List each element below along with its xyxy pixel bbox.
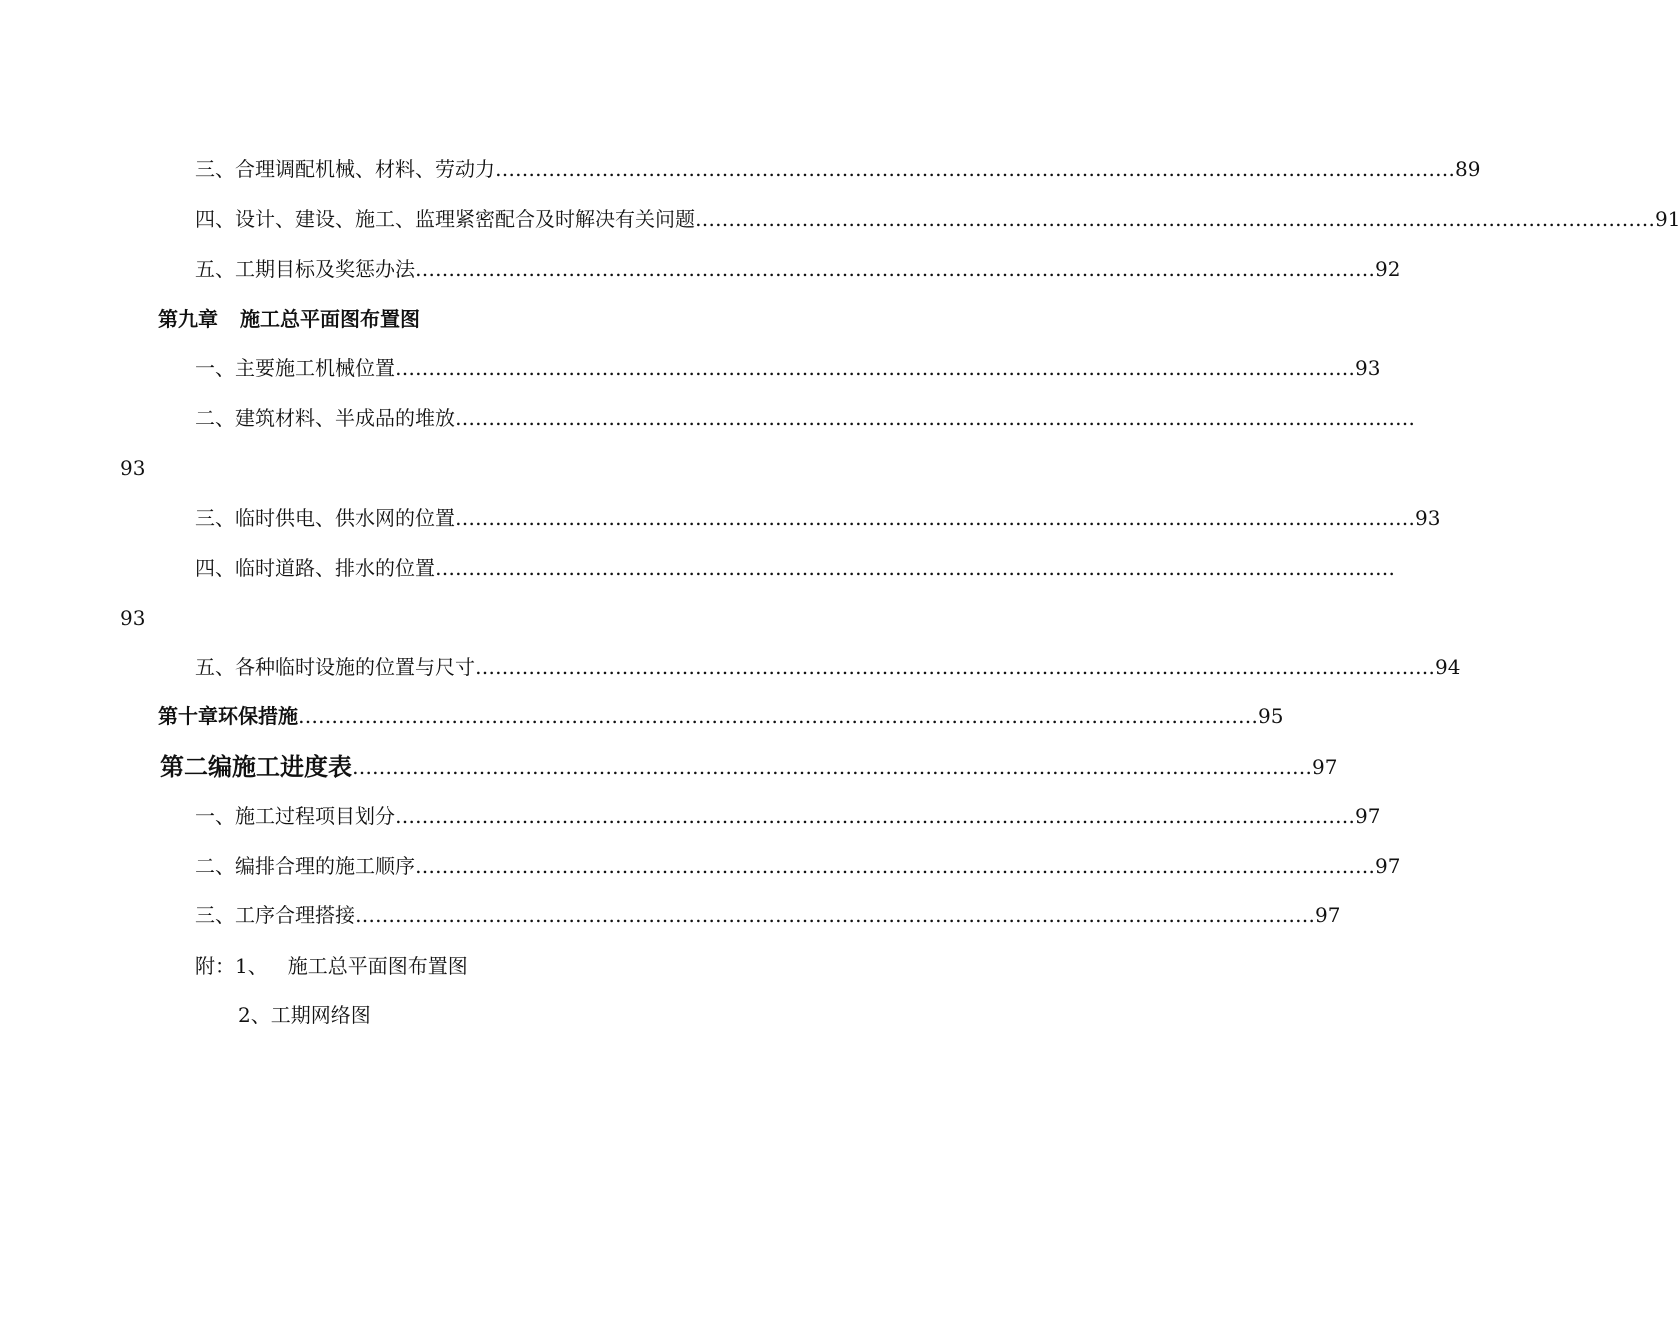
dot-leader: ……………………………………………………………………………………………………………………………… <box>415 257 1375 281</box>
toc-entry <box>195 902 1341 928</box>
toc-entry <box>195 206 1680 232</box>
page-number: 97 <box>1315 903 1341 927</box>
chapter-title: 环保措施 <box>218 704 298 728</box>
toc-entry-text: 一、主要施工机械位置 <box>195 356 395 380</box>
dot-leader: ……………………………………………………………………………………………………………………………… <box>395 804 1355 828</box>
toc-entry-text: 三、工序合理搭接 <box>195 903 355 927</box>
toc-entry <box>195 803 1381 829</box>
dot-leader: ……………………………………………………………………………………………………………………………… <box>415 854 1375 878</box>
chapter-entry <box>158 703 1284 729</box>
page-number: 95 <box>1258 704 1284 728</box>
toc-entry-text: 四、临时道路、排水的位置 <box>195 556 435 580</box>
chapter-heading <box>158 306 420 332</box>
part-entry <box>160 752 1338 782</box>
toc-entry-text: 三、合理调配机械、材料、劳动力 <box>195 157 495 181</box>
dot-leader: ……………………………………………………………………………………………………………………………… <box>355 903 1315 927</box>
toc-entry-text: 五、各种临时设施的位置与尺寸 <box>195 655 475 679</box>
chapter-number: 第十章 <box>158 704 218 728</box>
dot-leader: ……………………………………………………………………………………………………………………………… <box>695 207 1655 231</box>
page-number: 91 <box>1655 207 1680 231</box>
toc-entry <box>195 555 1395 581</box>
dot-leader: ……………………………………………………………………………………………………………………………… <box>455 406 1415 430</box>
page-number: 94 <box>1435 655 1461 679</box>
dot-leader: ……………………………………………………………………………………………………………………………… <box>475 655 1435 679</box>
dot-leader: ……………………………………………………………………………………………………………………………… <box>435 556 1395 580</box>
page-number: 93 <box>1415 506 1441 530</box>
page-number: 97 <box>1312 755 1338 779</box>
dot-leader: ……………………………………………………………………………………………………………………………… <box>395 356 1355 380</box>
toc-entry-text: 二、编排合理的施工顺序 <box>195 854 415 878</box>
attachment-line <box>195 953 468 979</box>
part-title: 施工进度表 <box>232 752 352 781</box>
toc-entry <box>195 405 1415 431</box>
page-number: 93 <box>1355 356 1381 380</box>
dot-leader: ……………………………………………………………………………………………………………………………… <box>455 506 1415 530</box>
toc-entry <box>195 256 1401 282</box>
chapter-title: 施工总平面图布置图 <box>240 307 420 331</box>
page-number: 97 <box>1375 854 1401 878</box>
toc-entry <box>195 853 1401 879</box>
toc-entry-text: 五、工期目标及奖惩办法 <box>195 257 415 281</box>
attachment-title: 施工总平面图布置图 <box>287 954 468 978</box>
toc-entry-text: 一、施工过程项目划分 <box>195 804 395 828</box>
attachment-label: 附：1、 <box>195 954 268 978</box>
toc-entry-text: 三、临时供电、供水网的位置 <box>195 506 455 530</box>
toc-entry-text: 四、设计、建设、施工、监理紧密配合及时解决有关问题 <box>195 207 695 231</box>
page-number: 97 <box>1355 804 1381 828</box>
toc-entry <box>195 654 1461 680</box>
chapter-number: 第九章 <box>158 307 218 331</box>
toc-entry <box>195 355 1381 381</box>
dot-leader: ……………………………………………………………………………………………………………………………… <box>352 755 1312 779</box>
page-number: 89 <box>1455 157 1481 181</box>
toc-entry <box>195 505 1441 531</box>
part-number: 第二编 <box>160 752 232 781</box>
page-number: 92 <box>1375 257 1401 281</box>
dot-leader: ……………………………………………………………………………………………………………………………… <box>298 704 1258 728</box>
toc-entry <box>195 156 1481 182</box>
toc-entry-text: 二、建筑材料、半成品的堆放 <box>195 406 455 430</box>
attachment-line: 2、工期网络图 <box>238 1003 371 1027</box>
page-number-wrapped: 93 <box>120 606 146 630</box>
dot-leader: ……………………………………………………………………………………………………………………………… <box>495 157 1455 181</box>
page-number-wrapped: 93 <box>120 456 146 480</box>
